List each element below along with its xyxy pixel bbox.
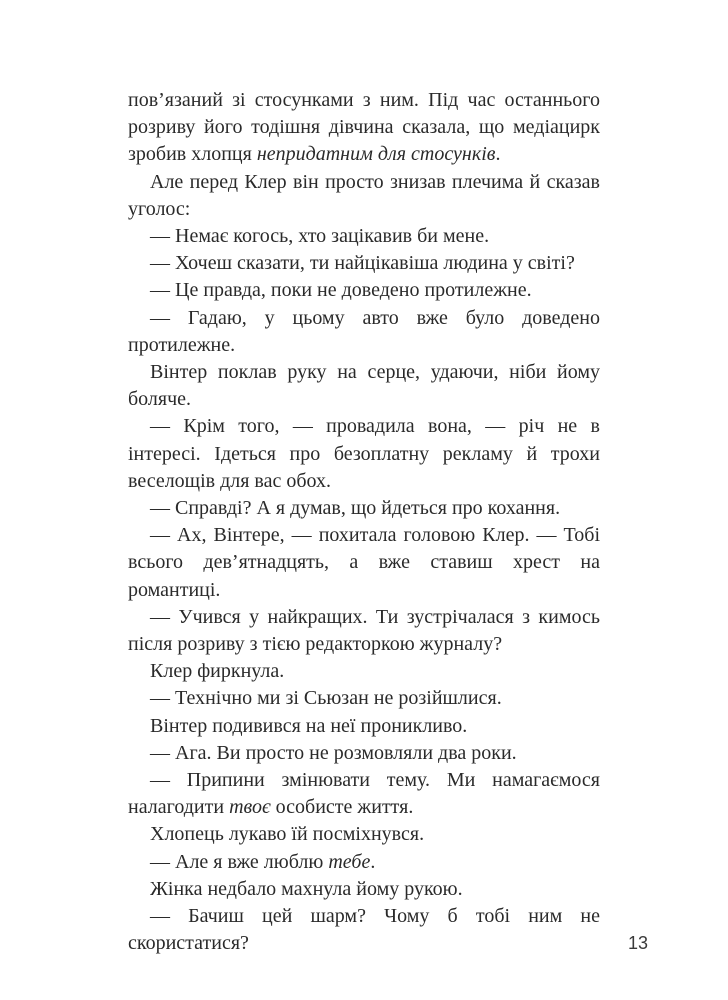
italic-word: тебе: [328, 850, 371, 873]
body-text: [128, 87, 600, 958]
text-run: особисте життя.: [270, 796, 414, 819]
paragraph: Клер фиркнула.: [150, 660, 285, 683]
paragraph: Хлопець лукаво їй посміхнувся.: [150, 823, 425, 846]
paragraph: [128, 767, 600, 821]
text-run: пов’язаний зі стосунками з ним. Під час останнього розриву його тодішня дівчина сказала, що медіацирк зробив хлопця: [128, 89, 600, 166]
paragraph: [128, 849, 600, 876]
paragraph: — Технічно ми зі Сьюзан не розійшлися.: [150, 687, 502, 710]
paragraph: — Бачиш цей шарм? Чому б тобі ним не скористатися?: [128, 905, 600, 955]
italic-word: твоє: [229, 796, 271, 819]
paragraph: — Це правда, поки не доведено протилежне.: [150, 279, 532, 302]
paragraph: Вінтер поклав руку на серце, удаючи, ніби йому боляче.: [128, 361, 600, 411]
paragraph: — Крім того, — провадила вона, — річ не в інтересі. Ідеться про безоплатну рекламу й трохи веселощів для вас обох.: [128, 415, 600, 492]
paragraph: — Хочеш сказати, ти найцікавіша людина у світі?: [150, 252, 575, 275]
text-run: .: [495, 143, 501, 166]
paragraph: [128, 87, 600, 169]
page-number: 13: [628, 933, 649, 953]
paragraph: — Справді? А я думав, що йдеться про кохання.: [150, 497, 561, 520]
text-run: — Припини змінювати тему. Ми намагаємося налагодити: [128, 769, 600, 819]
paragraph: — Ага. Ви просто не розмовляли два роки.: [150, 741, 517, 764]
paragraph: — Ах, Вінтере, — похитала головою Клер. — Тобі всього дев’ятнадцять, а вже ставиш хрест на романтиці.: [128, 524, 600, 601]
paragraph: — Немає когось, хто зацікавив би мене.: [150, 225, 490, 248]
paragraph: Жінка недбало махнула йому рукою.: [150, 877, 463, 900]
paragraph: — Гадаю, у цьому авто вже було доведено протилежне.: [128, 306, 600, 356]
paragraph: Вінтер подивився на неї проникливо.: [150, 714, 468, 737]
italic-phrase: непридатним для стосунків: [256, 143, 496, 166]
paragraph: — Учився у найкращих. Ти зустрічалася з кимось після розриву з тією редакторкою журналу?: [128, 605, 600, 656]
paragraph: Але перед Клер він просто знизав плечима й сказав уголос:: [128, 170, 600, 220]
text-run: .: [370, 850, 376, 873]
text-run: — Але я вже люблю: [150, 850, 329, 873]
